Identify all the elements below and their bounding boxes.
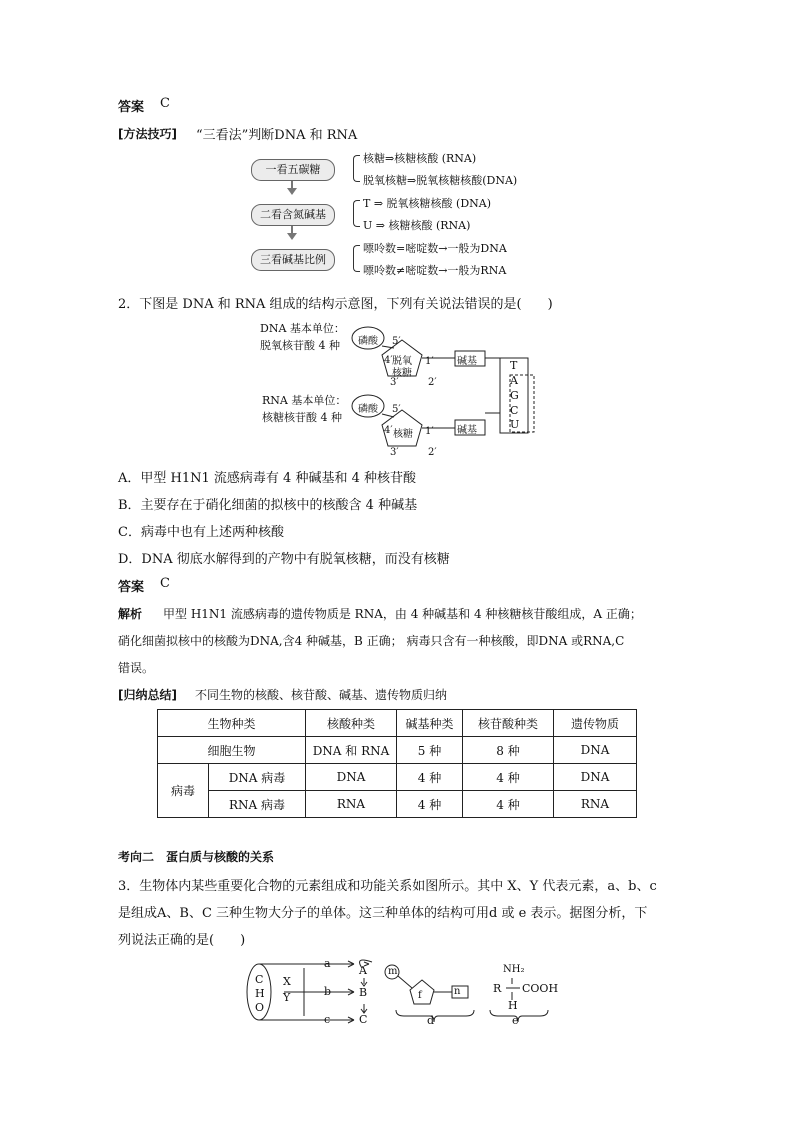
brace-1: [353, 155, 360, 182]
table-cell: 4 种: [463, 764, 554, 791]
r-label: R: [493, 982, 502, 995]
answer-label: 答案: [118, 100, 145, 115]
q2-analysis-line-3: 错误。: [118, 661, 155, 675]
table-cell: 4 种: [463, 791, 554, 818]
table-header-row: [158, 710, 637, 737]
base-C: C: [510, 404, 519, 417]
table-row: [158, 737, 637, 764]
rna-c3: 3′: [390, 447, 399, 458]
f-pentagon: [410, 980, 434, 1004]
dna-c4: 4′: [384, 355, 393, 366]
cooh-label: COOH: [522, 982, 559, 995]
C-label: C: [359, 1013, 368, 1026]
dna-unit-sub: 脱氧核苷酸 4 种: [260, 339, 340, 352]
step-2-line-2: U ⇒ 核糖核酸 (RNA): [363, 219, 471, 232]
element-H: H: [255, 987, 265, 1000]
rna-phosphate-label: 磷酸: [358, 404, 378, 415]
dna-phosphate-label: 磷酸: [358, 336, 378, 347]
m-bond: [398, 976, 412, 988]
step-2-pill: 二看含氮碱基: [251, 204, 335, 226]
rna-c4: 4′: [384, 425, 393, 436]
summary-table: [157, 709, 637, 818]
rna-c1: 1′: [425, 426, 434, 437]
q2-option-b: B．主要存在于硝化细菌的拟核中的核酸含 4 种碱基: [118, 498, 418, 513]
step-1-pill: 一看五碳糖: [251, 159, 335, 181]
dna-unit-title: DNA 基本单位：: [260, 322, 345, 335]
deoxyribose-label-2: 核糖: [392, 368, 412, 379]
summary-title: 不同生物的核酸、核苷酸、碱基、遗传物质归纳: [195, 688, 448, 702]
table-row: [158, 791, 637, 818]
table-cell: 细胞生物: [158, 737, 306, 764]
x-label: X: [283, 975, 291, 988]
down-arrow-icon: [287, 188, 297, 195]
q2-answer-label: 答案: [118, 580, 145, 595]
q2-analysis-label: 解析: [118, 607, 143, 621]
table-cell: DNA: [554, 764, 637, 791]
base-U: U: [510, 418, 520, 431]
brace-3: [353, 245, 360, 272]
q2-option-d: D．DNA 彻底水解得到的产物中有脱氧核糖，而没有核糖: [118, 552, 450, 567]
base-G: G: [510, 389, 519, 402]
method-tag: [方法技巧]: [118, 127, 177, 141]
table-cell: DNA: [306, 764, 397, 791]
down-arrow-icon: [287, 233, 297, 240]
a-label: a: [324, 957, 331, 970]
rna-unit-title: RNA 基本单位：: [262, 394, 347, 407]
dna-c1: 1′: [425, 356, 434, 367]
y-label: Y: [283, 991, 291, 1004]
answer-value: C: [160, 96, 170, 111]
step-2-line-1: T ⇒ 脱氧核糖核酸 (DNA): [363, 197, 492, 210]
header-cell: 核酸种类: [306, 710, 397, 737]
header-cell: 遗传物质: [554, 710, 637, 737]
c-label: c: [324, 1013, 331, 1026]
rna-unit-sub: 核糖核苷酸 4 种: [262, 411, 342, 424]
ribose-label: 核糖: [393, 429, 413, 440]
header-cell: 核苷酸种类: [463, 710, 554, 737]
header-cell: 碱基种类: [397, 710, 463, 737]
header-cell: 生物种类: [158, 710, 306, 737]
q2-analysis-line-1: 甲型 H1N1 流感病毒的遗传物质是 RNA，由 4 种碱基和 4 种核糖核苷酸组成，A 正确；: [163, 607, 642, 621]
nh2-label: NH₂: [503, 964, 525, 975]
rna-base-label: 碱基: [457, 425, 477, 436]
dna-base-label: 碱基: [457, 356, 477, 367]
summary-tag: [归纳总结]: [118, 688, 177, 702]
e-label: e: [512, 1014, 519, 1027]
h-label: H: [508, 999, 518, 1012]
table-row: [158, 764, 637, 791]
b-label: b: [324, 985, 332, 998]
q2-analysis-line-2: 硝化细菌拟核中的核酸为DNA,含4 种碱基，B 正确； 病毒只含有一种核酸，即DNA 或RNA,C: [118, 634, 625, 648]
table-cell: RNA: [306, 791, 397, 818]
base-connector: [485, 358, 500, 413]
q2-option-c: C．病毒中也有上述两种核酸: [118, 525, 284, 540]
q2-answer-value: C: [160, 576, 170, 591]
table-cell: DNA 病毒: [209, 764, 306, 791]
rna-c5: 5′: [392, 404, 401, 415]
m-label: m: [388, 966, 398, 977]
amino-bonds: [506, 978, 520, 1000]
q2-option-a: A．甲型 H1N1 流感病毒有 4 种碱基和 4 种核苷酸: [118, 471, 416, 486]
nucleotide-structures: [350, 318, 540, 458]
d-label: d: [427, 1014, 435, 1027]
q3-line-3: 列说法正确的是( ): [118, 933, 246, 948]
B-label: B: [359, 986, 368, 999]
e-brace: [490, 1010, 548, 1022]
table-cell: DNA: [554, 737, 637, 764]
base-A: A: [510, 374, 518, 387]
base-T: T: [510, 359, 518, 372]
arrow-lines-main: [284, 964, 354, 1020]
n-label: n: [454, 986, 461, 997]
step-1-line-2: 脱氧核糖⇒脱氧核糖核酸(DNA): [363, 174, 518, 187]
element-C: C: [255, 973, 264, 986]
q3-line-1: 3．生物体内某些重要化合物的元素组成和功能关系如图所示。其中 X、Y 代表元素，a、b、c: [118, 879, 657, 894]
f-label: f: [418, 990, 422, 1001]
d-brace: [396, 1010, 474, 1022]
table-cell: RNA: [554, 791, 637, 818]
virus-label-cell: 病毒: [158, 764, 209, 818]
table-cell: 4 种: [397, 764, 463, 791]
deoxyribose-label-1: 脱氧: [392, 356, 412, 367]
dna-c2: 2′: [428, 377, 437, 388]
table-cell: 8 种: [463, 737, 554, 764]
q3-line-2: 是组成A、B、C 三种生物大分子的单体。这三种单体的结构可用d 或 e 表示。据图分析，下: [118, 906, 648, 921]
table-cell: 4 种: [397, 791, 463, 818]
table-cell: RNA 病毒: [209, 791, 306, 818]
step-3-pill: 三看碱基比例: [251, 249, 335, 271]
element-O: O: [255, 1001, 265, 1014]
step-3-line-2: 嘌呤数≠嘧啶数→一般为RNA: [363, 264, 507, 277]
table-cell: DNA 和 RNA: [306, 737, 397, 764]
A-label: A: [359, 964, 367, 977]
method-title: “三看法”判断DNA 和 RNA: [196, 128, 358, 143]
table-cell: 5 种: [397, 737, 463, 764]
brace-2: [353, 200, 360, 227]
section-title: 考向二 蛋白质与核酸的关系: [118, 850, 275, 864]
step-3-line-1: 嘌呤数=嘧啶数→一般为DNA: [363, 242, 507, 255]
rna-c2: 2′: [428, 447, 437, 458]
dna-c3: 3′: [390, 377, 399, 388]
q2-stem: 2．下图是 DNA 和 RNA 组成的结构示意图，下列有关说法错误的是( ): [118, 297, 553, 312]
step-1-line-1: 核糖⇒核糖核酸 (RNA): [363, 152, 477, 165]
dna-c5: 5′: [392, 336, 401, 347]
